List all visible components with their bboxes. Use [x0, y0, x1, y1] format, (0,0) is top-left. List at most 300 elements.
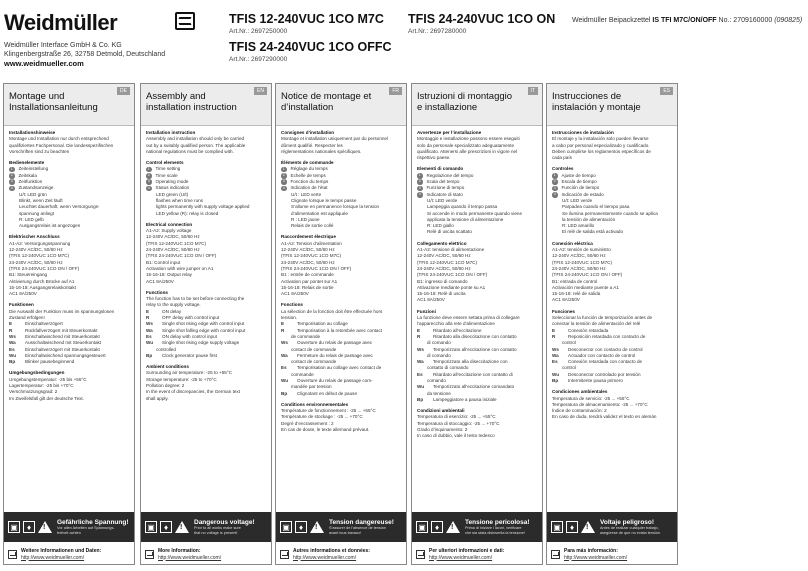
function-label: Einschaltwischend mit Steuerkontakt	[25, 333, 100, 339]
function-item	[281, 391, 401, 397]
section-title: Instrucciones de instalación	[552, 130, 614, 135]
warning-subtext: Prima di iniziare i lavori, verificare	[465, 525, 522, 530]
text-line: En cas de doute, le texte allemand prévaut.	[281, 427, 370, 433]
warning-subtext: Antes de realizar cualquier trabajo,	[600, 525, 659, 530]
section-title: Collegamento elettrico	[417, 240, 467, 246]
column-body	[276, 126, 406, 511]
text-line: 15-16-18: Relais de sortie	[281, 284, 334, 290]
logo-mark-icon	[175, 12, 195, 30]
function-label: Fermeture du relais de passage avec	[297, 352, 373, 358]
section-title: Funzioni	[417, 308, 436, 314]
text-line: dûment qualifié. Respecter les	[281, 142, 343, 148]
section-title: Raccordement électrique	[281, 234, 336, 240]
item-label: Zustandsanzeige	[18, 185, 54, 191]
function-label: Temporisation à la retombée avec contact	[297, 327, 383, 333]
text-line: Pollution degree: 2	[146, 382, 185, 388]
sub-line: LED green (U/t)	[156, 191, 189, 197]
text-line: 24-240V AC/DC, 50/60 Hz	[146, 247, 200, 253]
sub-line: commande	[291, 371, 314, 377]
number-badge-icon: 1	[282, 166, 285, 171]
warning-triangle-icon: !	[310, 521, 324, 533]
warning-subtext: freiheit achten	[57, 530, 81, 535]
electrician-icon: ♦	[23, 521, 35, 533]
voltage-warning-box	[141, 512, 271, 542]
warning-title: Gefährliche Spannung!	[57, 518, 129, 526]
text-line: Temperatura de almacenamiento: -25 ... +70°C	[552, 401, 648, 407]
function-code: Ws	[417, 346, 424, 352]
function-code: E	[146, 308, 150, 314]
voltage-warning-box	[412, 512, 542, 542]
column-title: Istruzioni di montaggio e installazione	[417, 91, 513, 113]
number-badge-icon: 2	[147, 173, 150, 178]
function-code: Wu	[146, 340, 154, 346]
number-badge-icon: 3	[10, 179, 13, 184]
text-line: Température de stockage : -25 ... +70°C	[281, 414, 363, 420]
text-line: Surrounding air temperature: -25 to +55°C	[146, 370, 232, 376]
function-code: Bp	[281, 390, 288, 396]
text-line: Activation with wire jumper on A1	[146, 265, 214, 271]
sub-line: d’alimentation est appliquée	[291, 210, 348, 216]
text-line: B1 : entrée de commande	[281, 272, 334, 278]
section-title: Installationshinweise	[9, 130, 56, 135]
number-badge-icon: 3	[553, 185, 556, 190]
item-label: Operating mode	[155, 179, 189, 185]
function-label: Ouverture du relais de passage avec	[297, 340, 373, 346]
item-label: Funzione di tempo	[426, 185, 465, 191]
text-line: 24-240V AC/DC, 50/60 Hz	[281, 259, 335, 265]
sub-line: Si accende in modo permanente quando viene	[427, 210, 523, 216]
sub-line: contact de commande	[291, 359, 337, 365]
item-label: Función de tiempo	[561, 185, 600, 191]
sub-line: R: LED giallo	[427, 223, 454, 229]
number-badge-icon: 2	[553, 179, 556, 184]
product-article-number: Art.Nr.: 2697250000	[229, 28, 288, 35]
number-badge-icon: 4	[553, 192, 556, 197]
language-badge: IT	[528, 87, 538, 95]
info-arrow-icon	[416, 550, 425, 559]
text-line: AC1 8A/250V	[552, 297, 580, 303]
warning-subtext: Vor allen Arbeiten auf Spannungs-	[57, 525, 115, 530]
text-line: conectar la tensión de alimentación del relé	[552, 321, 641, 327]
function-label: Lampeggiatore a pausa iniziale	[433, 396, 497, 402]
electrician-icon: ♦	[295, 521, 307, 533]
sub-line: di comando	[427, 352, 451, 358]
section-title: Condizioni ambientali	[417, 408, 465, 414]
electrician-icon: ♦	[160, 521, 172, 533]
info-title: Weitere Informationen und Daten:	[21, 548, 102, 554]
warning-title: Dangerous voltage!	[194, 518, 255, 526]
language-badge: FR	[389, 87, 402, 95]
text-line: (TFIS 12-240VUC 1CO M7C)	[146, 240, 206, 246]
function-code: Bp	[146, 352, 153, 358]
text-line: Montage und Installation nur durch entsprechend	[9, 136, 109, 142]
company-logo: Weidmüller	[4, 10, 118, 35]
function-label: Ritardato all’eccitazione con contatto di	[433, 371, 513, 377]
more-info	[4, 544, 134, 565]
column-title: Assembly and installation instruction	[146, 91, 237, 113]
function-item	[552, 378, 672, 384]
text-line: 24-240V AC/DC, 50/60 Hz	[9, 259, 63, 265]
info-arrow-icon	[145, 550, 154, 559]
text-line: Zustand erfolgen!	[9, 315, 45, 321]
text-line: a cabo por personal especializado y cualificado.	[552, 142, 650, 148]
sub-line: R : LED jaune	[291, 216, 320, 222]
function-label: Temporisation au collage	[297, 321, 348, 327]
more-info	[412, 544, 542, 565]
function-label: Rückfallverzögert mit Steuerkontakt	[25, 327, 98, 333]
text-line: AC1 8A/250V	[281, 291, 309, 297]
language-column-de	[3, 83, 135, 565]
function-label: Temporisation au collage avec contact de	[297, 365, 382, 371]
function-label: Single shot falling edge with control input	[162, 327, 246, 333]
item-label: Regolazione del tempo	[426, 172, 474, 178]
section-title: Umgebungsbedingungen	[9, 370, 65, 376]
text-line: A1-A2: Versorgungsspannung	[9, 240, 71, 246]
item-label: Time setting	[155, 166, 181, 172]
function-label: Single shot rising edge supply voltage	[162, 340, 240, 346]
text-line: 15-16-18: Ausgangsrelaiskontakt	[9, 284, 76, 290]
warning-title: Voltaje peligroso!	[600, 518, 655, 526]
function-label: ON delay	[162, 308, 182, 314]
function-code: Ws	[281, 340, 288, 346]
info-arrow-icon	[280, 550, 289, 559]
function-code: Wa	[281, 352, 288, 358]
function-code: R	[9, 327, 13, 333]
number-badge-icon: 1	[418, 173, 421, 178]
function-code: Wu	[417, 384, 425, 390]
column-body	[141, 126, 271, 511]
more-info	[141, 544, 271, 565]
column-title: Notice de montage et d’installation	[281, 91, 372, 113]
text-line: (TFIS 12-240VUC 1CO M7C)	[281, 253, 341, 259]
function-label: OFF delay with control input	[162, 315, 220, 321]
text-line: solo da personale specializzato adeguatamente	[417, 142, 515, 148]
sub-line: spannung anliegt	[19, 210, 54, 216]
text-line: 12-240V AC/DC, 50/60 Hz	[281, 247, 335, 253]
text-line: 12-240V AC/DC, 50/60 Hz	[552, 253, 606, 259]
info-link[interactable]: http://www.weidmueller.com/	[564, 554, 628, 561]
function-code: Ws	[146, 321, 153, 327]
more-info	[276, 544, 406, 565]
sub-line: Clignote lorsque le temps passe	[291, 197, 357, 203]
text-line: Die Auswahl der Funktion muss im spannungslosen	[9, 308, 115, 314]
column-body	[4, 126, 134, 511]
info-link[interactable]: http://www.weidmueller.com/	[21, 554, 85, 561]
text-line: A1-A2: tensión de suministro	[552, 247, 611, 253]
column-header	[276, 84, 406, 126]
text-line: Montage et installation uniquement par du personnel	[281, 136, 389, 142]
section-title: Electrical connection	[146, 221, 193, 227]
text-line: AC1 8A/250V	[417, 297, 445, 303]
function-code: Es	[9, 346, 15, 352]
item-label: Echelle de temps	[290, 172, 326, 178]
section-title: Fonctions	[281, 302, 303, 308]
text-line: Activation par pontet sur A1	[281, 278, 338, 284]
text-line: Temperatura di esercizio: -25 ... +55°C	[417, 414, 496, 420]
text-line: (TFIS 24-240VUC 1CO ON / OFF)	[9, 265, 80, 271]
info-arrow-icon	[8, 550, 17, 559]
number-badge-icon: 3	[147, 179, 150, 184]
item-label: Status indication	[155, 185, 190, 191]
read-manual-icon: ▣	[8, 521, 20, 533]
text-line: El montaje y la instalación solo pueden llevarse	[552, 136, 649, 142]
read-manual-icon: ▣	[145, 521, 157, 533]
sub-line: Ausgangsrelais ist angezogen	[19, 223, 81, 229]
info-link[interactable]: http://www.weidmueller.com/	[158, 554, 222, 561]
number-badge-icon: 2	[10, 173, 13, 178]
column-title: Instrucciones de instalación y montaje	[552, 91, 641, 113]
section-title: Installation instruction	[146, 130, 196, 135]
text-line: Temperatura de servicio: -25 ... +55°C	[552, 395, 630, 401]
sub-line: comando	[427, 377, 446, 383]
warning-subtext: avant tous travaux!	[329, 530, 362, 535]
function-code: E	[417, 327, 421, 333]
text-line: rispettivo paese.	[417, 155, 451, 161]
item-label: Time scale	[155, 172, 178, 178]
function-code: Wa	[146, 327, 153, 333]
language-column-en	[140, 83, 272, 565]
warning-subtext: S’assurer de l’absence de tension	[329, 525, 386, 530]
sub-line: mandée par tension	[291, 384, 332, 390]
sub-line: la tensión de alimentación	[562, 216, 616, 222]
sub-line: R: LED gelb	[19, 216, 44, 222]
item-label: Fonction du temps	[290, 179, 329, 185]
item-label: Indicatore di stato	[426, 191, 463, 197]
item-label: Ajuste de tiempo	[561, 172, 596, 178]
info-title: Autres informations et données:	[293, 548, 370, 554]
company-website-link[interactable]: www.weidmueller.com	[4, 59, 84, 68]
info-link[interactable]: http://www.weidmueller.com/	[293, 554, 357, 561]
warning-triangle-icon: !	[38, 521, 52, 533]
electrician-icon: ♦	[566, 521, 578, 533]
item-label: Escala de tiempo	[561, 179, 597, 185]
item-label: Zeitskala	[18, 172, 37, 178]
function-code: Es	[552, 359, 558, 365]
function-label: Blinker pausebeginnend	[25, 359, 75, 365]
sub-line: El relé de salida está activado	[562, 229, 624, 235]
function-label: Desconector con contacto de control	[568, 346, 643, 352]
function-label: Temporizzato all’eccitazione comandato	[433, 384, 515, 390]
text-line: national regulations must be complied with.	[146, 148, 234, 154]
voltage-warning-box	[4, 512, 134, 542]
text-line: Vorschriften sind zu beachten	[9, 148, 70, 154]
text-line: (TFIS 24-240VUC 1CO ON / OFF)	[146, 253, 217, 259]
number-badge-icon: 2	[418, 179, 421, 184]
read-manual-icon: ▣	[280, 521, 292, 533]
text-line: A1-A2: Supply voltage	[146, 228, 192, 234]
sub-line: Lampeggia quando il tempo passa	[427, 204, 498, 210]
function-label: Desconector controlado por tensión	[568, 371, 641, 377]
function-code: Wu	[552, 371, 560, 377]
text-line: qualifiziertes Fachpersonal. Die landesspezifischen	[9, 142, 114, 148]
warning-subtext: that no voltage is present!	[194, 530, 238, 535]
function-code: Wa	[552, 352, 559, 358]
product-name: TFIS 12-240VUC 1CO M7C	[229, 12, 384, 26]
function-code: Wa	[9, 340, 16, 346]
function-code: Ws	[552, 346, 559, 352]
function-label: Reposición retardada con contacto de	[568, 333, 646, 339]
section-title: Funciones	[552, 308, 575, 314]
function-code: Ws	[9, 333, 16, 339]
section-title: Bedienelemente	[9, 160, 45, 166]
item-label: Indicación de estado	[561, 191, 604, 197]
text-line: Verschmutzungsgrad: 2	[9, 389, 58, 395]
number-badge-icon: 4	[282, 185, 285, 190]
warning-title: Tensione pericolosa!	[465, 518, 530, 526]
column-body	[547, 126, 677, 511]
column-header	[547, 84, 677, 126]
section-title: Elementi di comando	[417, 166, 464, 172]
sub-line: contact de commande	[291, 346, 337, 352]
number-badge-icon: 1	[147, 166, 150, 171]
section-title: Condiciones ambientales	[552, 389, 608, 395]
sub-line: Se ilumina permanentemente cuando se aplica	[562, 210, 658, 216]
item-label: Réglage du temps	[290, 166, 328, 172]
function-label: Ritardato alla diseccitazione con contatto	[433, 333, 517, 339]
section-title: Avvertenze per l’installazione	[417, 130, 482, 135]
info-link[interactable]: http://www.weidmueller.com/	[429, 554, 493, 561]
text-line: AC1 8A/250V	[146, 278, 174, 284]
read-manual-icon: ▣	[551, 521, 563, 533]
section-title: Funktionen	[9, 302, 34, 308]
text-line: B1: entrada de control	[552, 278, 598, 284]
sub-line: control	[562, 340, 576, 346]
function-code: Es	[417, 371, 423, 377]
function-item	[9, 359, 129, 365]
section-title: Elektrischer Anschluss	[9, 234, 60, 240]
text-line: La funzione deve essere settata prima di collegare	[417, 315, 520, 321]
function-code: Wu	[9, 352, 17, 358]
text-line: Umgebungstemperatur: -25 bis +55°C	[9, 376, 87, 382]
item-label: Indication de l’état	[290, 185, 328, 191]
language-column-it	[411, 83, 543, 565]
function-code: R	[281, 327, 285, 333]
function-code: Es	[146, 333, 152, 339]
text-line: Im Zweifelsfall gilt der deutsche Text.	[9, 395, 84, 401]
text-line: 15-16-18: Relè di uscita	[417, 291, 466, 297]
sub-line: R: LED amarillo	[562, 223, 595, 229]
sub-line: de commande	[291, 333, 321, 339]
product-name: TFIS 24-240VUC 1CO ON	[408, 12, 556, 26]
sub-line: controlled	[156, 346, 176, 352]
function-label: Ouverture du relais de passage com-	[297, 377, 373, 383]
text-line: (TFIS 12-240VUC 1CO M7C)	[552, 259, 612, 265]
sub-line: U/t: LED grün	[19, 191, 47, 197]
text-line: Attivazione mediante ponte su A1	[417, 284, 486, 290]
function-code: Bp	[552, 377, 559, 383]
section-title: Functions	[146, 289, 168, 295]
function-item	[417, 397, 537, 403]
section-title: Conexión eléctrica	[552, 240, 593, 246]
section-title: Conditions environnementales	[281, 401, 349, 407]
company-address	[4, 41, 165, 68]
language-badge: DE	[117, 87, 130, 95]
language-column-fr	[275, 83, 407, 565]
function-code: R	[552, 333, 556, 339]
column-header	[4, 84, 134, 126]
function-code: Wa	[417, 359, 424, 365]
function-code: R	[417, 333, 421, 339]
function-label: Clignotant en début de pause	[297, 390, 358, 396]
text-line: 15-16-18: Output relay	[146, 272, 192, 278]
sub-line: U/t : LED verte	[291, 191, 322, 197]
text-line: 15-16-18: relé de salida	[552, 291, 601, 297]
function-label: Intermitente pausa primero	[568, 377, 623, 383]
function-code: R	[146, 315, 150, 321]
text-line: 12-240V AC/DC, 50/60 Hz	[9, 247, 63, 253]
section-title: Consignes d’installation	[281, 130, 335, 135]
number-badge-icon: 1	[553, 173, 556, 178]
sub-line: control	[562, 365, 576, 371]
section-title: Ambient conditions	[146, 364, 189, 370]
number-badge-icon: 3	[418, 185, 421, 190]
section-title: Éléments de commande	[281, 160, 334, 166]
warning-triangle-icon: !	[446, 521, 460, 533]
text-line: Assembly and installation should only be carried	[146, 136, 245, 142]
text-line: Seleccionar la función de temporización antes de	[552, 315, 653, 321]
text-line: 12-240V AC/DC, 50/60 Hz	[146, 234, 200, 240]
text-line: réglementations nationales spécifiques.	[281, 148, 362, 154]
read-manual-icon: ▣	[416, 521, 428, 533]
text-line: A1-A2: Tension d’alimentation	[281, 240, 342, 246]
text-line: l’apparecchio alla rete d’alimentazione	[417, 321, 495, 327]
voltage-warning-box	[276, 512, 406, 542]
function-label: ON delay with control input	[162, 333, 217, 339]
text-line: qualificato. Attenersi alle prescrizioni in vigore nel	[417, 148, 518, 154]
text-line: Activación mediante puente a A1	[552, 284, 619, 290]
text-line: Temperatura di stoccaggio: -25 ... +70°C	[417, 420, 500, 426]
sub-line: da tensione	[427, 390, 451, 396]
text-line: En caso de duda, tendrá validez el texto en alemán	[552, 414, 657, 420]
text-line: Deben cumplirse los reglamentos específicos de	[552, 148, 651, 154]
item-label: Zeitfunktion	[18, 179, 43, 185]
function-label: Conexión retardada	[568, 327, 609, 333]
company-name: Weidmüller Interface GmbH & Co. KG	[4, 42, 122, 49]
text-line: cada país	[552, 155, 572, 161]
info-title: Per ulteriori informazioni e dati:	[429, 548, 505, 554]
text-line: out by a suitably qualified person. The applicable	[146, 142, 246, 148]
text-line: (TFIS 24-240VUC 1CO ON / OFF)	[552, 272, 623, 278]
language-badge: ES	[660, 87, 673, 95]
insert-number: Weidmüller Beipackzettel IS TFI M7C/ON/OFF No.: 2709160000 (090825)	[572, 17, 803, 24]
text-line: shall apply.	[146, 395, 169, 401]
product-article-number: Art.Nr.: 2697280000	[408, 28, 467, 35]
function-label: Ritardato all’eccitazione	[433, 327, 482, 333]
sub-line: Relè di uscita scattato	[427, 229, 472, 235]
function-label: Clock generator pause first	[162, 352, 217, 358]
column-body	[412, 126, 542, 511]
function-code: E	[552, 327, 556, 333]
number-badge-icon: 3	[282, 179, 285, 184]
function-code: Es	[281, 365, 287, 371]
sub-line: U/t: LED verde	[427, 197, 458, 203]
sub-line: Relais de sortie collé	[291, 223, 334, 229]
function-item	[146, 353, 266, 359]
function-label: Einschaltverzögert mit Steuerkontakt	[25, 346, 100, 352]
function-label: Conexión retardada con contacto de	[568, 359, 643, 365]
warning-triangle-icon: !	[581, 521, 595, 533]
number-badge-icon: 2	[282, 173, 285, 178]
sub-line: Blinkt, wenn Zeit läuft	[19, 197, 63, 203]
warning-title: Tension dangereuse!	[329, 518, 394, 526]
header	[0, 0, 808, 80]
text-line: The function has to be set before connecting the	[146, 296, 245, 302]
function-code: E	[9, 321, 13, 327]
function-code: E	[281, 321, 285, 327]
more-info	[547, 544, 677, 565]
number-badge-icon: 1	[10, 166, 13, 171]
text-line: La sélection de la fonction doit être effectuée hors	[281, 308, 383, 314]
